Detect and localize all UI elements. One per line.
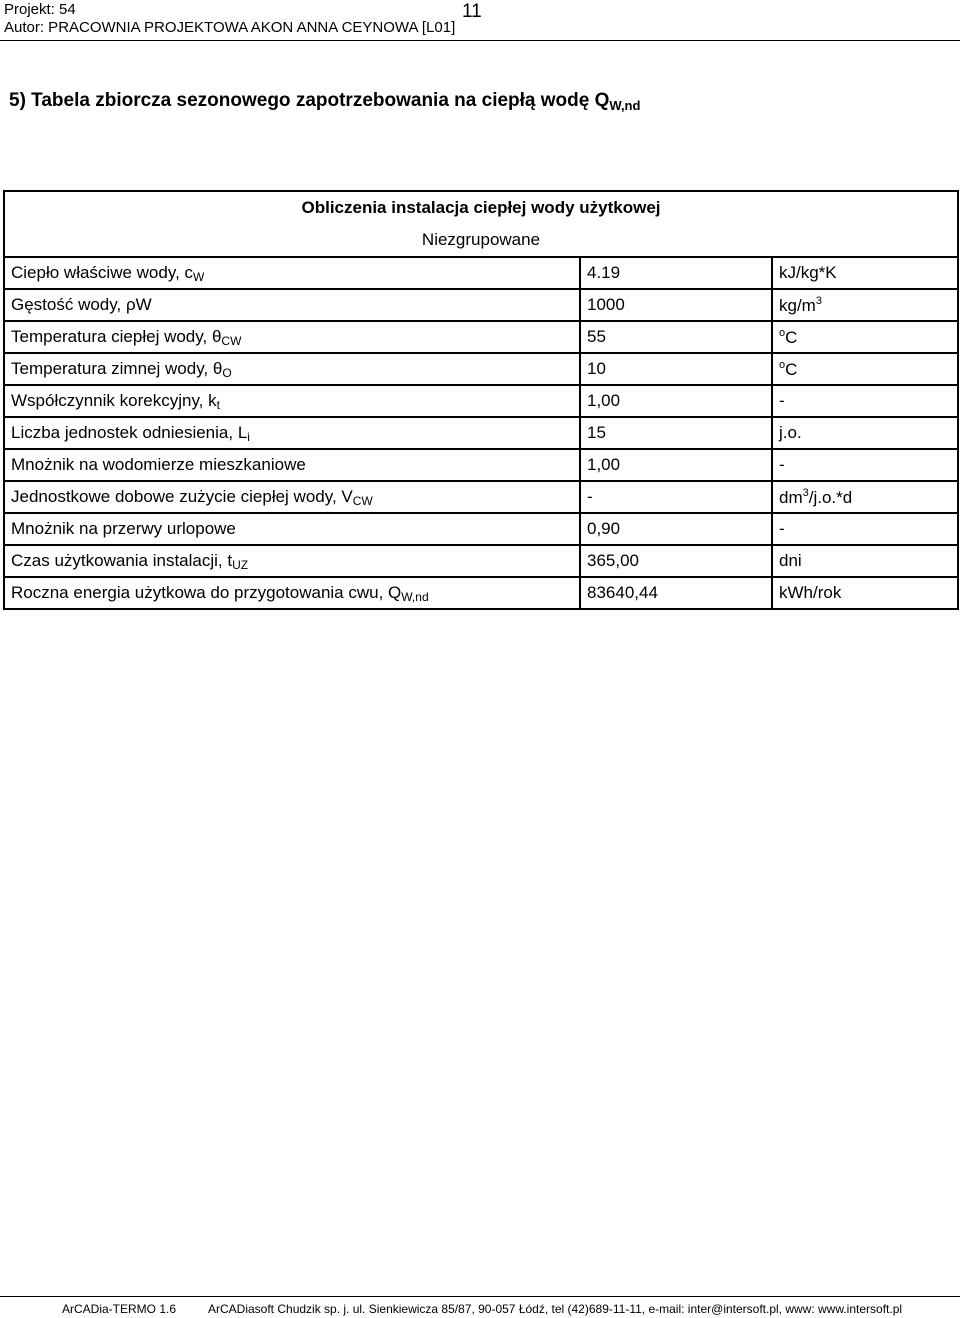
row-label: Roczna energia użytkowa do przygotowania cwu, Q (11, 582, 402, 602)
row-unit-cell (772, 577, 958, 609)
row-label: Gęstość wody, ρW (11, 295, 152, 314)
row-label-cell (4, 545, 580, 577)
row-label: Ciepło właściwe wody, c (11, 262, 194, 282)
row-unit: kWh/rok (779, 583, 842, 602)
row-value-cell (580, 481, 772, 513)
table-row (4, 353, 958, 385)
row-value-cell (580, 257, 772, 289)
row-value: 365,00 (587, 551, 639, 570)
hot-water-calculation-table (3, 190, 959, 610)
row-unit-cell (772, 449, 958, 481)
row-value: 1,00 (587, 455, 621, 474)
table-title: Obliczenia instalacja ciepłej wody użytkowej (4, 191, 958, 224)
row-value-cell (580, 577, 772, 609)
row-label: Współczynnik korekcyjny, k (11, 390, 217, 410)
section-title-text: 5) Tabela zbiorcza sezonowego zapotrzebowania na ciepłą wodę Q (9, 90, 610, 111)
table-row (4, 513, 958, 545)
row-value: 1,00 (587, 391, 621, 410)
row-unit: kJ/kg*K (779, 263, 837, 282)
row-value: 0,90 (587, 519, 621, 538)
row-value: 1000 (587, 295, 625, 314)
row-unit-cell (772, 417, 958, 449)
table-title-row (4, 191, 958, 224)
row-label-cell (4, 577, 580, 609)
row-label-subscript: i (247, 429, 250, 444)
row-label-subscript: CW (221, 333, 242, 348)
row-unit-cell (772, 257, 958, 289)
footer-software: ArCADia-TERMO 1.6 (62, 1302, 177, 1316)
project-label: Projekt: 54 (4, 1, 76, 18)
row-label-cell (4, 257, 580, 289)
table-group-label: Niezgrupowane (4, 224, 958, 257)
row-unit-cell (772, 385, 958, 417)
row-label-subscript: O (222, 365, 232, 380)
row-unit-cell (772, 353, 958, 385)
page-number: 11 (462, 1, 482, 22)
table-row (4, 417, 958, 449)
row-label-subscript: CW (352, 493, 373, 508)
row-value: 55 (587, 327, 606, 346)
row-unit: kg/m (779, 295, 816, 315)
author-label: Autor: PRACOWNIA PROJEKTOWA AKON ANNA CEYNOWA [L01] (4, 19, 456, 36)
row-label-cell (4, 417, 580, 449)
row-unit: - (779, 519, 785, 538)
row-label-subscript: W,nd (401, 589, 429, 604)
row-label-cell (4, 289, 580, 321)
row-label: Mnożnik na wodomierze mieszkaniowe (11, 455, 306, 474)
row-label-cell (4, 353, 580, 385)
row-label-cell (4, 385, 580, 417)
row-value-cell (580, 545, 772, 577)
row-label-cell (4, 513, 580, 545)
page-header (0, 0, 960, 41)
row-unit: - (779, 391, 785, 410)
row-label-cell (4, 449, 580, 481)
row-value-cell (580, 353, 772, 385)
section-title (9, 90, 640, 113)
row-unit-superscript: 3 (802, 486, 809, 499)
row-label-cell (4, 321, 580, 353)
row-unit: - (779, 455, 785, 474)
table-row (4, 321, 958, 353)
row-label: Liczba jednostek odniesienia, L (11, 422, 248, 442)
row-unit: j.o. (779, 423, 802, 442)
row-unit-cell (772, 321, 958, 353)
row-value-cell (580, 385, 772, 417)
row-unit-presuperscript: o (779, 358, 786, 371)
row-unit: dm (779, 487, 803, 507)
row-unit-cell (772, 289, 958, 321)
row-value: 10 (587, 359, 606, 378)
row-value: 83640,44 (587, 583, 658, 602)
section-title-subscript: W,nd (609, 98, 641, 113)
row-unit: dni (779, 551, 802, 570)
table-row (4, 481, 958, 513)
table-row (4, 257, 958, 289)
row-label: Mnożnik na przerwy urlopowe (11, 519, 236, 538)
page-footer (0, 1296, 960, 1318)
table-row (4, 545, 958, 577)
row-unit-presuperscript: o (779, 326, 786, 339)
row-label: Temperatura ciepłej wody, θ (11, 326, 222, 346)
table-row (4, 289, 958, 321)
table-row (4, 577, 958, 609)
footer-company: ArCADiasoft Chudzik sp. j. ul. Sienkiewicza 85/87, 90-057 Łódź, tel (42)689-11-11, e-mail: inter@intersoft.pl, www: www.intersoft.pl (208, 1302, 903, 1316)
row-unit-cell (772, 481, 958, 513)
row-label-subscript: W (193, 269, 205, 284)
row-label: Czas użytkowania instalacji, t (11, 550, 233, 570)
row-value-cell (580, 417, 772, 449)
table-row (4, 385, 958, 417)
table-group-row (4, 224, 958, 257)
row-unit: C (785, 327, 798, 347)
row-value-cell (580, 513, 772, 545)
row-unit-cell (772, 545, 958, 577)
row-unit-suffix: /j.o.*d (808, 487, 853, 507)
row-label: Temperatura zimnej wody, θ (11, 358, 223, 378)
row-unit-superscript: 3 (815, 294, 822, 307)
row-unit: C (785, 359, 798, 379)
row-unit-cell (772, 513, 958, 545)
row-label-subscript: t (216, 397, 220, 412)
row-label-cell (4, 481, 580, 513)
row-value-cell (580, 289, 772, 321)
row-value: - (587, 487, 593, 506)
row-label-subscript: UZ (232, 557, 249, 572)
row-value-cell (580, 321, 772, 353)
row-value-cell (580, 449, 772, 481)
row-value: 4.19 (587, 263, 621, 282)
row-value: 15 (587, 423, 606, 442)
row-label: Jednostkowe dobowe zużycie ciepłej wody, V (11, 486, 353, 506)
table-row (4, 449, 958, 481)
